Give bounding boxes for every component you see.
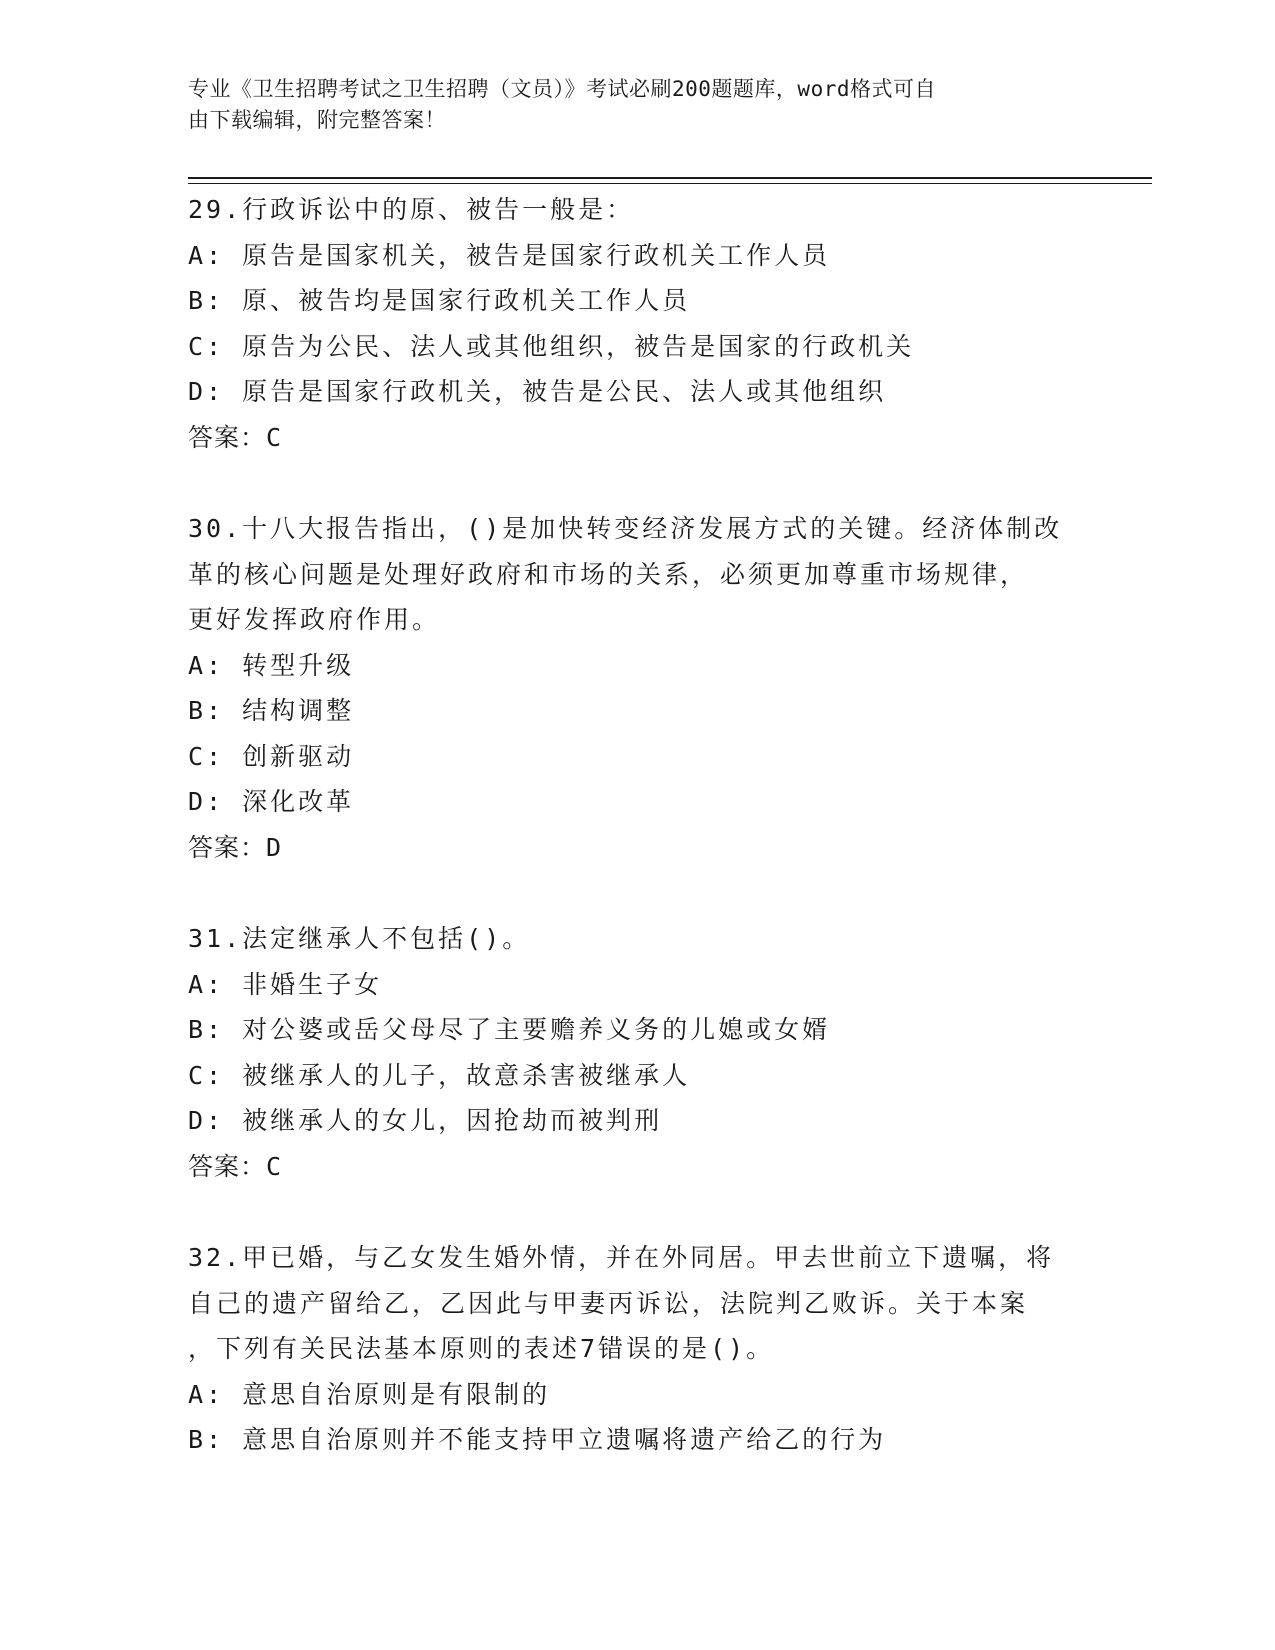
question-32 <box>188 1235 1088 1463</box>
answer-line: 答案：C <box>188 422 283 452</box>
option-b: B: 原、被告均是国家行政机关工作人员 <box>188 286 691 315</box>
option-a: A: 转型升级 <box>188 650 355 680</box>
document-header <box>188 74 1068 136</box>
question-spacer <box>188 870 1088 916</box>
question-30 <box>188 506 1088 870</box>
option-c: C: 原告为公民、法人或其他组织，被告是国家的行政机关 <box>188 331 915 361</box>
option-b: B: 结构调整 <box>188 696 355 725</box>
question-spacer <box>188 1189 1088 1235</box>
option-d: D: 原告是国家行政机关，被告是公民、法人或其他组织 <box>188 377 887 406</box>
option-a: A: 原告是国家机关，被告是国家行政机关工作人员 <box>188 240 831 270</box>
question-stem: 自己的遗产留给乙，乙因此与甲妻丙诉讼，法院判乙败诉。关于本案 <box>188 1288 1029 1318</box>
question-29 <box>188 187 1088 460</box>
question-stem: 革的核心问题是处理好政府和市场的关系，必须更加尊重市场规律， <box>188 559 1029 589</box>
option-a: A: 意思自治原则是有限制的 <box>188 1379 551 1409</box>
header-divider-thin <box>188 183 1152 184</box>
option-b: B: 意思自治原则并不能支持甲立遗嘱将遗产给乙的行为 <box>188 1425 887 1454</box>
question-spacer <box>188 460 1088 506</box>
question-stem: 31.法定继承人不包括()。 <box>188 924 531 953</box>
question-31 <box>188 916 1088 1189</box>
question-stem: 29.行政诉讼中的原、被告一般是： <box>188 195 635 224</box>
header-divider-thick <box>188 177 1152 179</box>
option-d: D: 深化改革 <box>188 787 355 816</box>
answer-line: 答案：C <box>188 1151 283 1181</box>
answer-line: 答案：D <box>188 832 283 862</box>
header-line-1: 专业《卫生招聘考试之卫生招聘（文员）》考试必刷200题题库，word格式可自 <box>188 77 936 101</box>
header-line-2: 由下载编辑，附完整答案！ <box>188 108 446 132</box>
option-b: B: 对公婆或岳父母尽了主要赡养义务的儿媳或女婿 <box>188 1015 831 1044</box>
question-stem: ，下列有关民法基本原则的表述7错误的是()。 <box>188 1334 775 1363</box>
question-list <box>188 187 1088 1463</box>
option-a: A: 非婚生子女 <box>188 969 383 999</box>
question-stem: 32.甲已婚，与乙女发生婚外情，并在外同居。甲去世前立下遗嘱，将 <box>188 1243 1055 1272</box>
option-d: D: 被继承人的女儿，因抢劫而被判刑 <box>188 1106 663 1135</box>
question-stem: 30.十八大报告指出，()是加快转变经济发展方式的关键。经济体制改 <box>188 514 1063 543</box>
option-c: C: 创新驱动 <box>188 741 355 771</box>
option-c: C: 被继承人的儿子，故意杀害被继承人 <box>188 1060 691 1090</box>
question-stem: 更好发挥政府作用。 <box>188 605 441 634</box>
